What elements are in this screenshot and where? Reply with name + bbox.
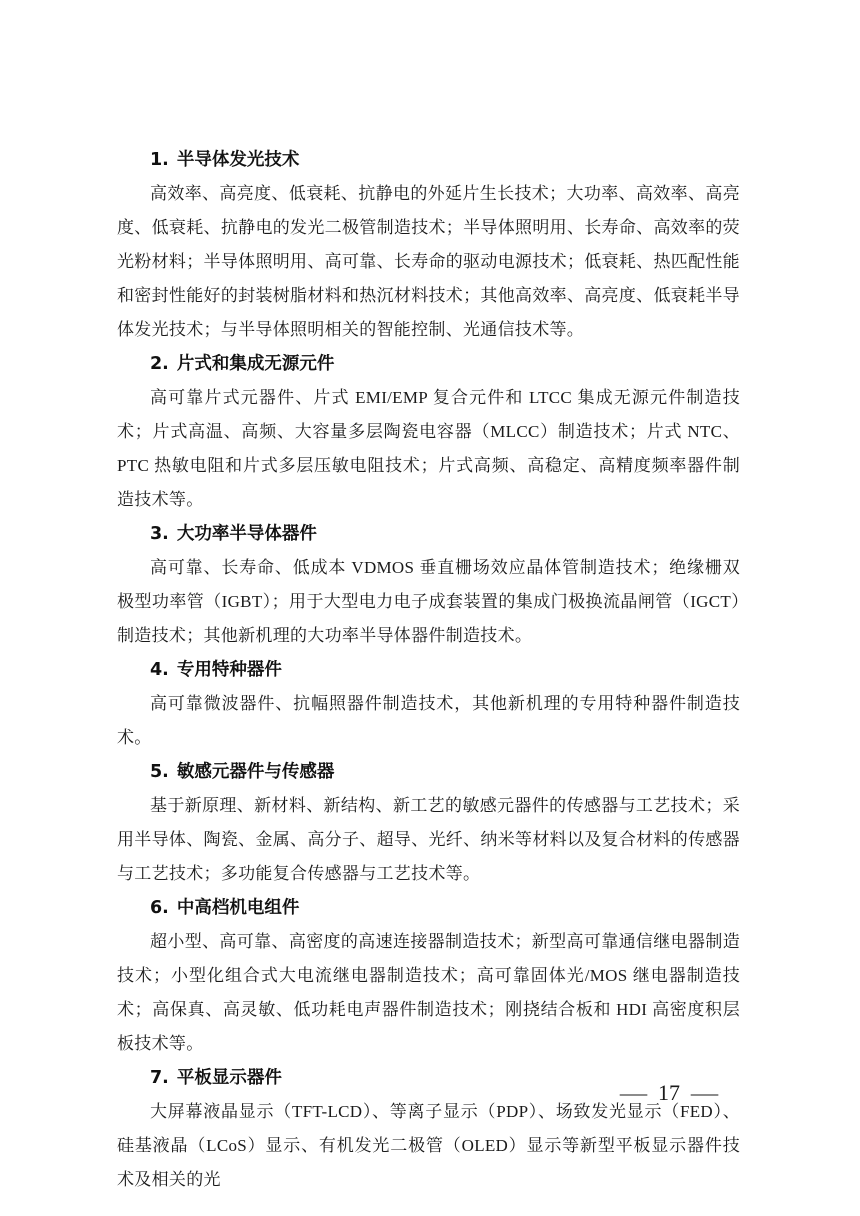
document-body [117, 143, 740, 1197]
section-7-number: 7. [150, 1068, 169, 1088]
section-5-number: 5. [150, 762, 169, 782]
section-2-body: 高可靠片式元器件、片式 EMI/EMP 复合元件和 LTCC 集成无源元件制造技术；片式高温、高频、大容量多层陶瓷电容器（MLCC）制造技术；片式 NTC、PTC 热敏电阻和片式多层压敏电阻技术；片式高频、高稳定、高精度频率器件制造技术等。 [117, 388, 740, 509]
page-number: 17 [658, 1080, 680, 1105]
section-7-title: 平板显示器件 [176, 1068, 282, 1088]
section-2-title: 片式和集成无源元件 [176, 354, 335, 374]
section-1-body: 高效率、高亮度、低衰耗、抗静电的外延片生长技术；大功率、高效率、高亮度、低衰耗、抗静电的发光二极管制造技术；半导体照明用、长寿命、高效率的荧光粉材料；半导体照明用、高可靠、长寿命的驱动电源技术；低衰耗、热匹配性能和密封性能好的封装树脂材料和热沉材料技术；其他高效率、高亮度、低衰耗半导体发光技术；与半导体照明相关的智能控制、光通信技术等。 [117, 184, 740, 339]
section-1-title: 半导体发光技术 [176, 150, 300, 170]
section-4-number: 4. [150, 660, 169, 680]
section-1-heading [117, 143, 740, 177]
section-3-number: 3. [150, 524, 169, 544]
section-4-title: 专用特种器件 [176, 660, 282, 680]
footer-dash-left: — [619, 1081, 648, 1105]
section-4-heading [117, 653, 740, 687]
section-3-title: 大功率半导体器件 [176, 524, 317, 544]
section-6-number: 6. [150, 898, 169, 918]
section-1-number: 1. [150, 150, 169, 170]
footer-dash-right: — [690, 1081, 719, 1105]
section-7-body: 大屏幕液晶显示（TFT-LCD）、等离子显示（PDP）、场致发光显示（FED）、硅基液晶（LCoS）显示、有机发光二极管（OLED）显示等新型平板显示器件技术及相关的光 [117, 1102, 740, 1189]
section-6-heading [117, 891, 740, 925]
section-5-title: 敏感元器件与传感器 [176, 762, 335, 782]
section-6-body: 超小型、高可靠、高密度的高速连接器制造技术；新型高可靠通信继电器制造技术；小型化组合式大电流继电器制造技术；高可靠固体光/MOS 继电器制造技术；高保真、高灵敏、低功耗电声器件制造技术；刚挠结合板和 HDI 高密度积层板技术等。 [117, 932, 740, 1053]
section-5-body: 基于新原理、新材料、新结构、新工艺的敏感元器件的传感器与工艺技术；采用半导体、陶瓷、金属、高分子、超导、光纤、纳米等材料以及复合材料的传感器与工艺技术；多功能复合传感器与工艺技术等。 [117, 796, 740, 883]
section-3-heading [117, 517, 740, 551]
section-2-number: 2. [150, 354, 169, 374]
page-footer [619, 1078, 719, 1108]
section-5-heading [117, 755, 740, 789]
section-6-title: 中高档机电组件 [176, 898, 300, 918]
section-4-body: 高可靠微波器件、抗幅照器件制造技术，其他新机理的专用特种器件制造技术。 [117, 694, 740, 747]
section-2-heading [117, 347, 740, 381]
section-3-body: 高可靠、长寿命、低成本 VDMOS 垂直栅场效应晶体管制造技术；绝缘栅双极型功率管（IGBT）；用于大型电力电子成套装置的集成门极换流晶闸管（IGCT）制造技术；其他新机理的大功率半导体器件制造技术。 [117, 558, 740, 645]
